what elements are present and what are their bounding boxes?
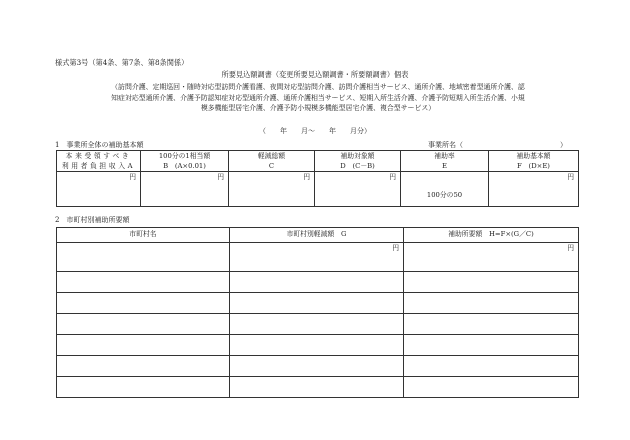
header-line: 本来受領すべき <box>65 152 132 160</box>
header-line: 軽減総額 <box>257 152 286 160</box>
required-cell[interactable] <box>404 377 579 398</box>
municipality-cell[interactable] <box>57 272 230 293</box>
required-cell[interactable] <box>404 272 579 293</box>
table-row <box>57 356 579 377</box>
header-cell-e <box>401 151 489 172</box>
subsidy-rate: 100分の50 <box>426 191 463 200</box>
header-cell-a <box>57 151 141 172</box>
header-line: 100分の1相当額 <box>158 152 211 160</box>
header-line: 利用者負担収入A <box>61 162 136 170</box>
yen-unit: 円 <box>392 244 399 252</box>
office-name-close: ） <box>560 141 567 149</box>
header-line: 補助率 <box>434 152 455 160</box>
form-number: 様式第3号（第4条、第7条、第8条関係） <box>55 58 189 67</box>
yen-unit: 円 <box>567 244 574 252</box>
reduction-cell[interactable] <box>230 356 404 377</box>
required-cell[interactable] <box>404 243 579 272</box>
reduction-cell[interactable] <box>230 314 404 335</box>
required-cell[interactable] <box>404 293 579 314</box>
value-cell-f[interactable] <box>489 172 579 207</box>
table-row <box>57 377 579 398</box>
table-header-row <box>57 228 579 243</box>
yen-unit: 円 <box>129 173 136 181</box>
municipality-cell[interactable] <box>57 314 230 335</box>
reduction-cell[interactable] <box>230 293 404 314</box>
document-title: 所要見込額調書（変更所要見込額調書・所要額調書）個表 <box>221 70 409 79</box>
table-row <box>57 243 579 272</box>
header-reduction: 市町村別軽減額 G <box>230 228 404 243</box>
municipality-cell[interactable] <box>57 377 230 398</box>
municipality-table <box>56 227 579 398</box>
table-header-row <box>57 151 579 172</box>
header-required: 補助所要額 H=F×(G／C) <box>404 228 579 243</box>
required-cell[interactable] <box>404 356 579 377</box>
office-name-label: 事業所名（ <box>428 141 463 149</box>
required-cell[interactable] <box>404 335 579 356</box>
value-cell-a[interactable] <box>57 172 141 207</box>
header-line: 補助基本額 <box>516 152 551 160</box>
header-line: 補助対象額 <box>340 152 375 160</box>
table-row <box>57 335 579 356</box>
value-cell-c[interactable] <box>229 172 315 207</box>
table-value-row <box>57 172 579 207</box>
municipality-cell[interactable] <box>57 243 230 272</box>
municipality-cell[interactable] <box>57 335 230 356</box>
reduction-cell[interactable] <box>230 243 404 272</box>
table-row <box>57 314 579 335</box>
value-cell-e <box>401 172 489 207</box>
header-line: F (D×E) <box>517 162 550 170</box>
yen-unit: 円 <box>567 173 574 181</box>
header-line: B (A×0.01) <box>163 162 206 170</box>
basic-amount-table <box>56 150 579 207</box>
municipality-cell[interactable] <box>57 356 230 377</box>
services-list <box>58 82 578 114</box>
reduction-cell[interactable] <box>230 377 404 398</box>
header-cell-f <box>489 151 579 172</box>
header-municipality: 市町村名 <box>57 228 230 243</box>
header-line: C <box>268 162 275 170</box>
header-cell-b <box>141 151 229 172</box>
section1-title: 1 事業所全体の補助基本額 <box>55 141 144 149</box>
yen-unit: 円 <box>303 173 310 181</box>
required-cell[interactable] <box>404 314 579 335</box>
municipality-cell[interactable] <box>57 293 230 314</box>
yen-unit: 円 <box>389 173 396 181</box>
value-cell-b[interactable] <box>141 172 229 207</box>
period-field: （ 年 月～ 年 月分） <box>259 127 371 135</box>
section2-title: 2 市町村別補助所要額 <box>55 216 130 224</box>
value-cell-d[interactable] <box>315 172 401 207</box>
services-line: 知症対応型通所介護、介護予防認知症対応型通所介護、通所介護相当サービス、短期入所生活介護、介護予防短期入所生活介護、小規 <box>111 93 525 102</box>
services-line: （訪問介護、定期巡回・随時対応型訪問介護看護、夜間対応型訪問介護、訪問介護相当サービス、通所介護、地域密着型通所介護、認 <box>111 83 525 91</box>
table-row <box>57 272 579 293</box>
header-cell-c <box>229 151 315 172</box>
services-line: 模多機能型居宅介護、介護予防小規模多機能型居宅介護、複合型サービス） <box>200 104 436 113</box>
header-cell-d <box>315 151 401 172</box>
table-row <box>57 293 579 314</box>
reduction-cell[interactable] <box>230 335 404 356</box>
header-line: E <box>442 162 447 170</box>
reduction-cell[interactable] <box>230 272 404 293</box>
header-line: D (C－B) <box>340 162 375 170</box>
yen-unit: 円 <box>217 173 224 181</box>
